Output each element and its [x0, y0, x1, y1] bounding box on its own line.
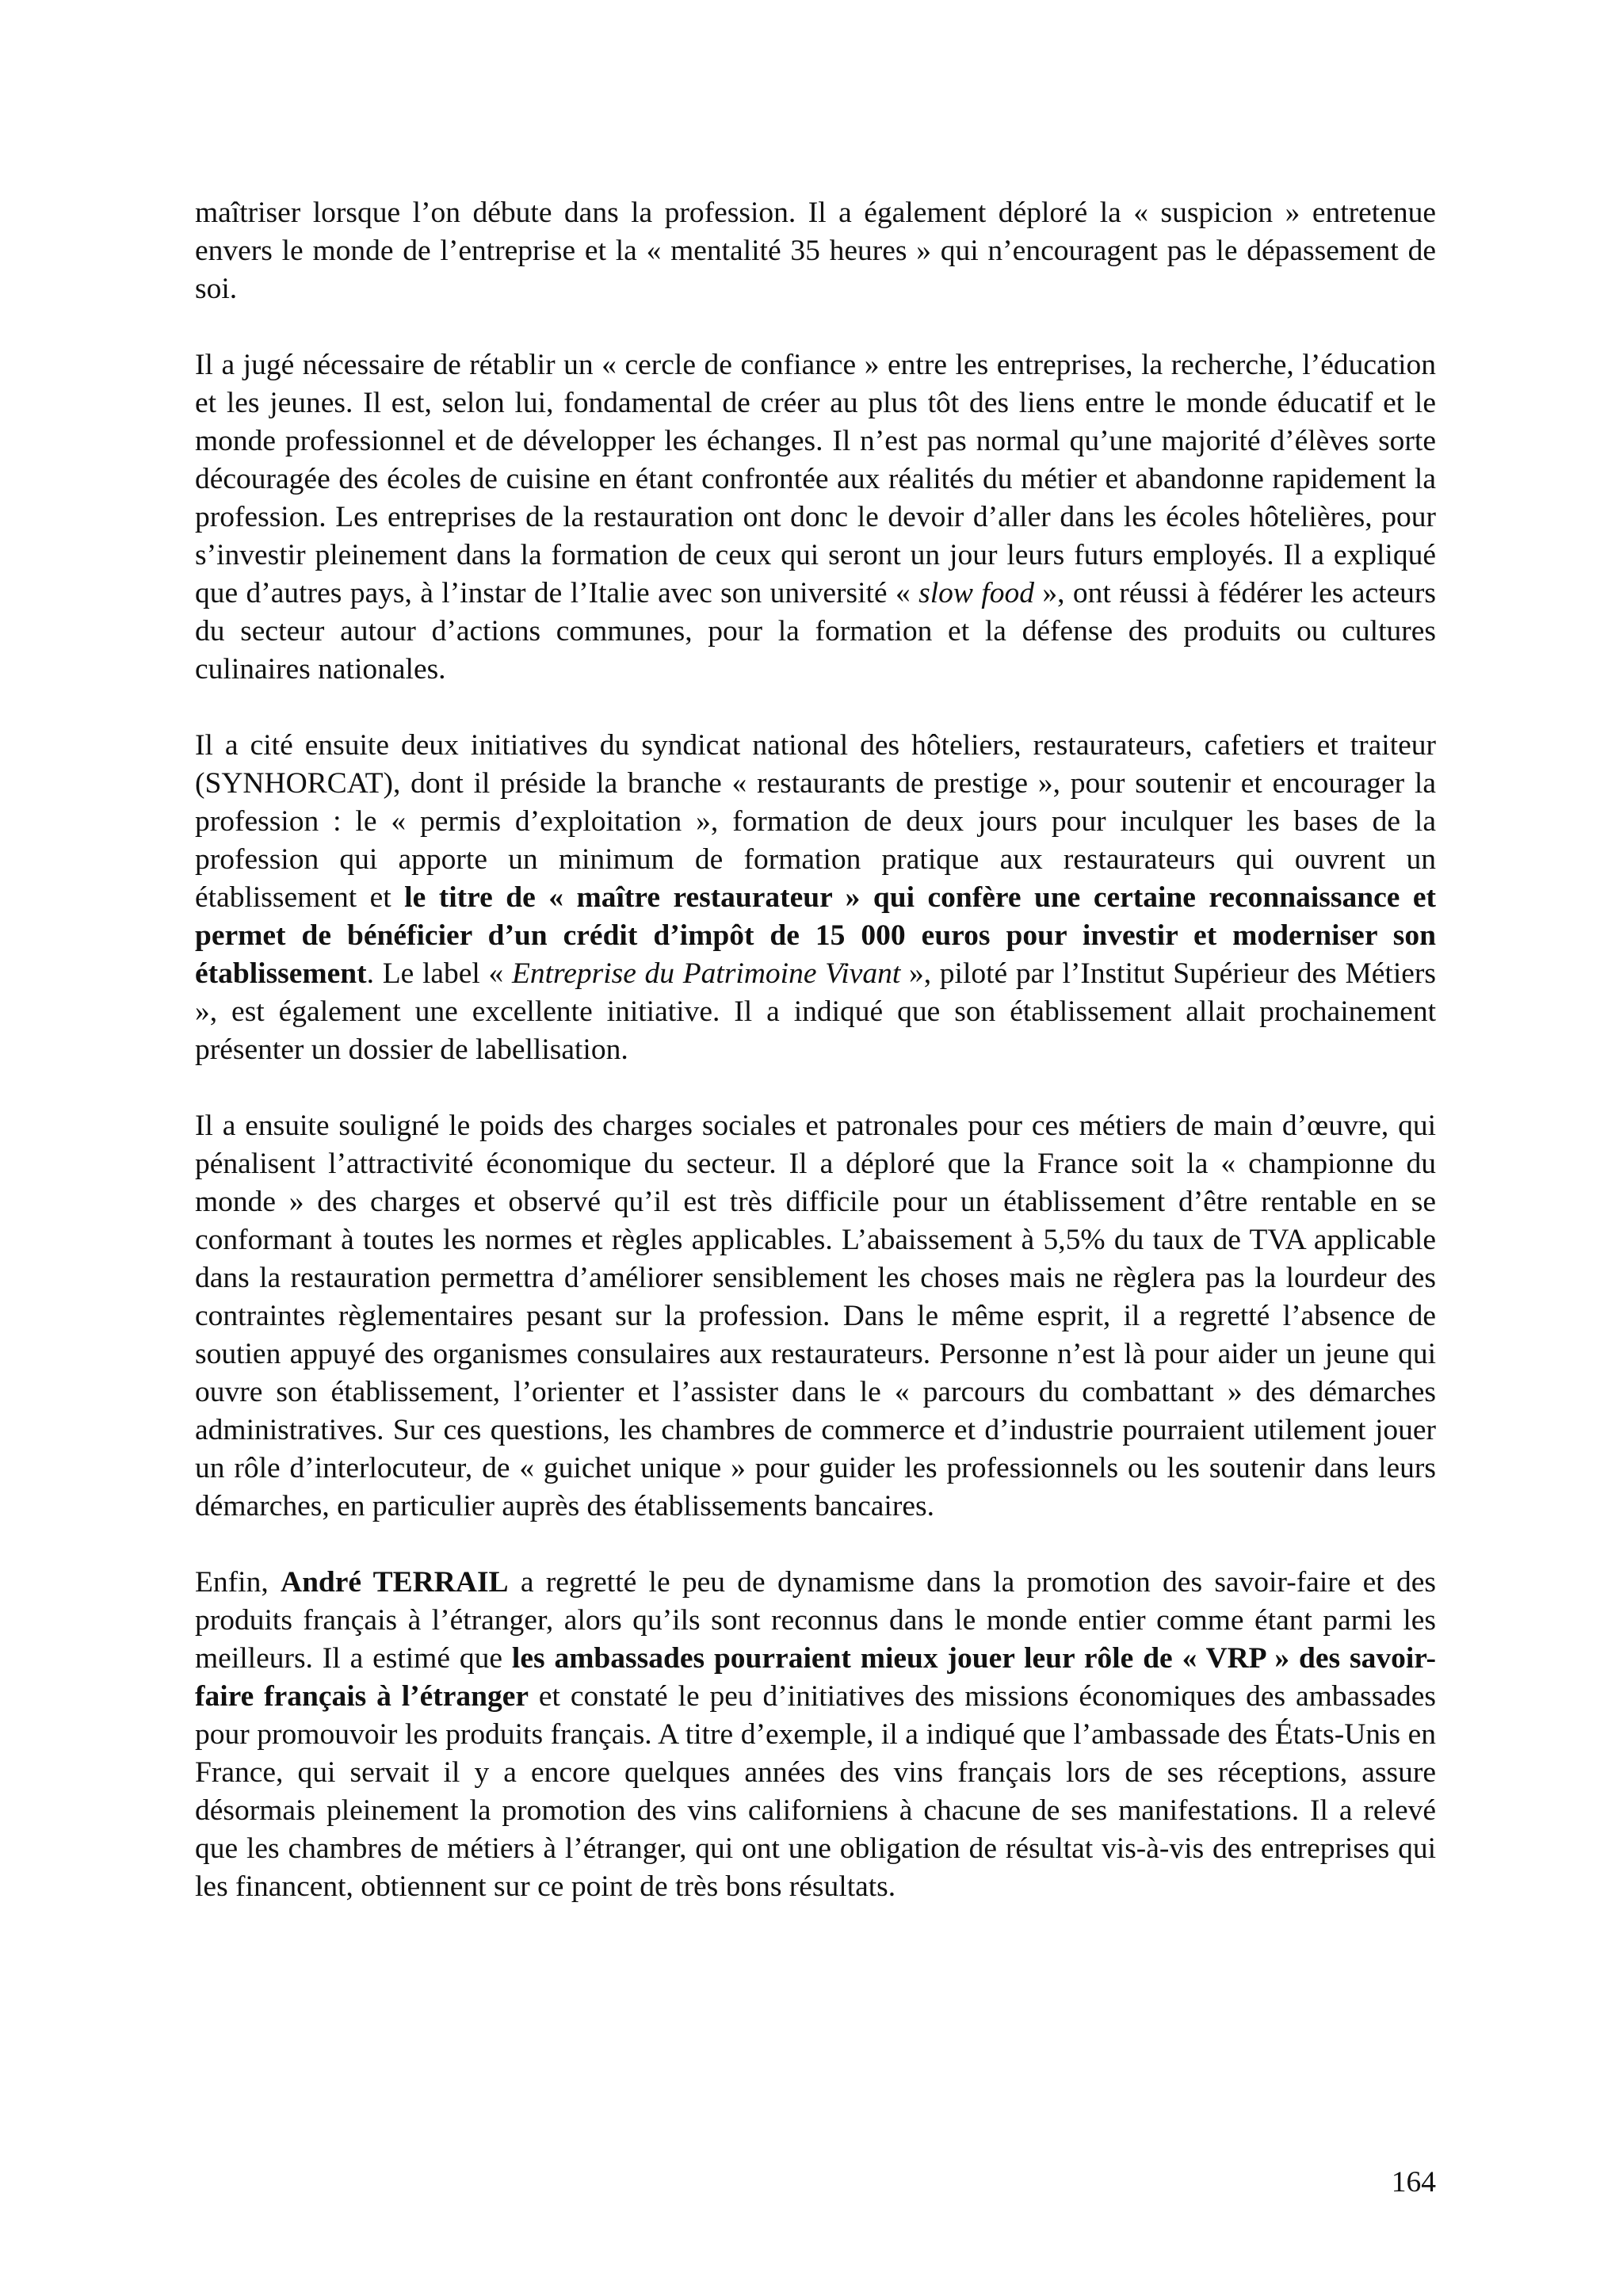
page-number: 164 [1391, 2166, 1436, 2199]
text-segment: et constaté le peu d’initiatives des missions économiques des ambassades pour promouvoir les produits français. A titre d’exemple, il a indiqué que l’ambassade des États-Unis en France, qui servait il y a encore quelques années des vins français lors de ses réceptions, assure désormais pleinement la promotion des vins californiens à chacune de ses manifestations. Il a relevé que les chambres de métiers à l’étranger, qui ont une obligation de résultat vis-à-vis des entreprises qui les financent, obtiennent sur ce point de très bons résultats. [195, 1680, 1436, 1903]
italic-term-epv: Entreprise du Patrimoine Vivant [511, 957, 901, 990]
bold-emphasis-maitre-restaurateur: le titre de « maître restaurateur » qui confère une certaine reconnaissance et permet de bénéficier d’un crédit d’impôt de 15 000 euros pour investir et moderniser son établissement [195, 881, 1437, 990]
paragraph-4 [195, 1107, 1436, 1526]
text-segment: Enfin, [195, 1566, 281, 1599]
text-segment: a regretté le peu de dynamisme dans la promotion des savoir-faire et des produits français à l’étranger, alors qu’ils sont reconnus dans le monde entier comme étant parmi les meilleurs. Il a estimé que [195, 1566, 1436, 1675]
paragraph-5 [195, 1564, 1436, 1906]
text-segment: », ont réussi à fédérer les acteurs du secteur autour d’actions communes, pour la formation et la défense des produits ou cultures culinaires nationales. [195, 577, 1436, 686]
text-segment: Il a cité ensuite deux initiatives du syndicat national des hôteliers, restaurateurs, cafetiers et traiteur (SYNHORCAT), dont il préside la branche « restaurants de prestige », pour soutenir et encourager la profession : le « permis d’exploitation », formation de deux jours pour inculquer les bases de la profession qui apporte un minimum de formation pratique aux restaurateurs qui ouvrent un établissement et [195, 729, 1436, 914]
bold-emphasis-ambassades: les ambassades pourraient mieux jouer leur rôle de « VRP » des savoir-faire français à l’étranger [195, 1642, 1436, 1713]
text-segment: Il a ensuite souligné le poids des charges sociales et patronales pour ces métiers de main d’œuvre, qui pénalisent l’attractivité économique du secteur. Il a déploré que la France soit la « championne du monde » des charges et observé qu’il est très difficile pour un établissement d’être rentable en se conformant à toutes les normes et règles applicables. L’abaissement à 5,5% du taux de TVA applicable dans la restauration permettra d’améliorer sensiblement les choses mais ne règlera pas la lourdeur des contraintes règlementaires pesant sur la profession. Dans le même esprit, il a regretté l’absence de soutien appuyé des organismes consulaires aux restaurateurs. Personne n’est là pour aider un jeune qui ouvre son établissement, l’orienter et l’assister dans le « parcours du combattant » des démarches administratives. Sur ces questions, les chambres de commerce et d’industrie pourraient utilement jouer un rôle d’interlocuteur, de « guichet unique » pour guider les professionnels ou les soutenir dans leurs démarches, en particulier auprès des établissements bancaires. [195, 1110, 1436, 1522]
bold-name-andre-terrail: André TERRAIL [280, 1566, 509, 1599]
text-segment: », piloté par l’Institut Supérieur des Métiers », est également une excellente initiative. Il a indiqué que son établissement allait prochainement présenter un dossier de labellisation. [195, 957, 1436, 1066]
text-segment: Il a jugé nécessaire de rétablir un « cercle de confiance » entre les entreprises, la recherche, l’éducation et les jeunes. Il est, selon lui, fondamental de créer au plus tôt des liens entre le monde éducatif et le monde professionnel et de développer les échanges. Il n’est pas normal qu’une majorité d’élèves sorte découragée des écoles de cuisine en étant confrontée aux réalités du métier et abandonne rapidement la profession. Les entreprises de la restauration ont donc le devoir d’aller dans les écoles hôtelières, pour s’investir pleinement dans la formation de ceux qui seront un jour leurs futurs employés. Il a expliqué que d’autres pays, à l’instar de l’Italie avec son université « [195, 349, 1436, 609]
text-segment: . Le label « [366, 957, 512, 990]
italic-term-slow-food: slow food [918, 577, 1034, 609]
paragraph-2 [195, 346, 1436, 689]
paragraph-1 [195, 194, 1436, 308]
paragraph-3 [195, 727, 1436, 1069]
text-segment: maîtriser lorsque l’on débute dans la profession. Il a également déploré la « suspicion » entretenue envers le monde de l’entreprise et la « mentalité 35 heures » qui n’encouragent pas le dépassement de soi. [195, 197, 1436, 305]
body-text [195, 194, 1436, 1944]
